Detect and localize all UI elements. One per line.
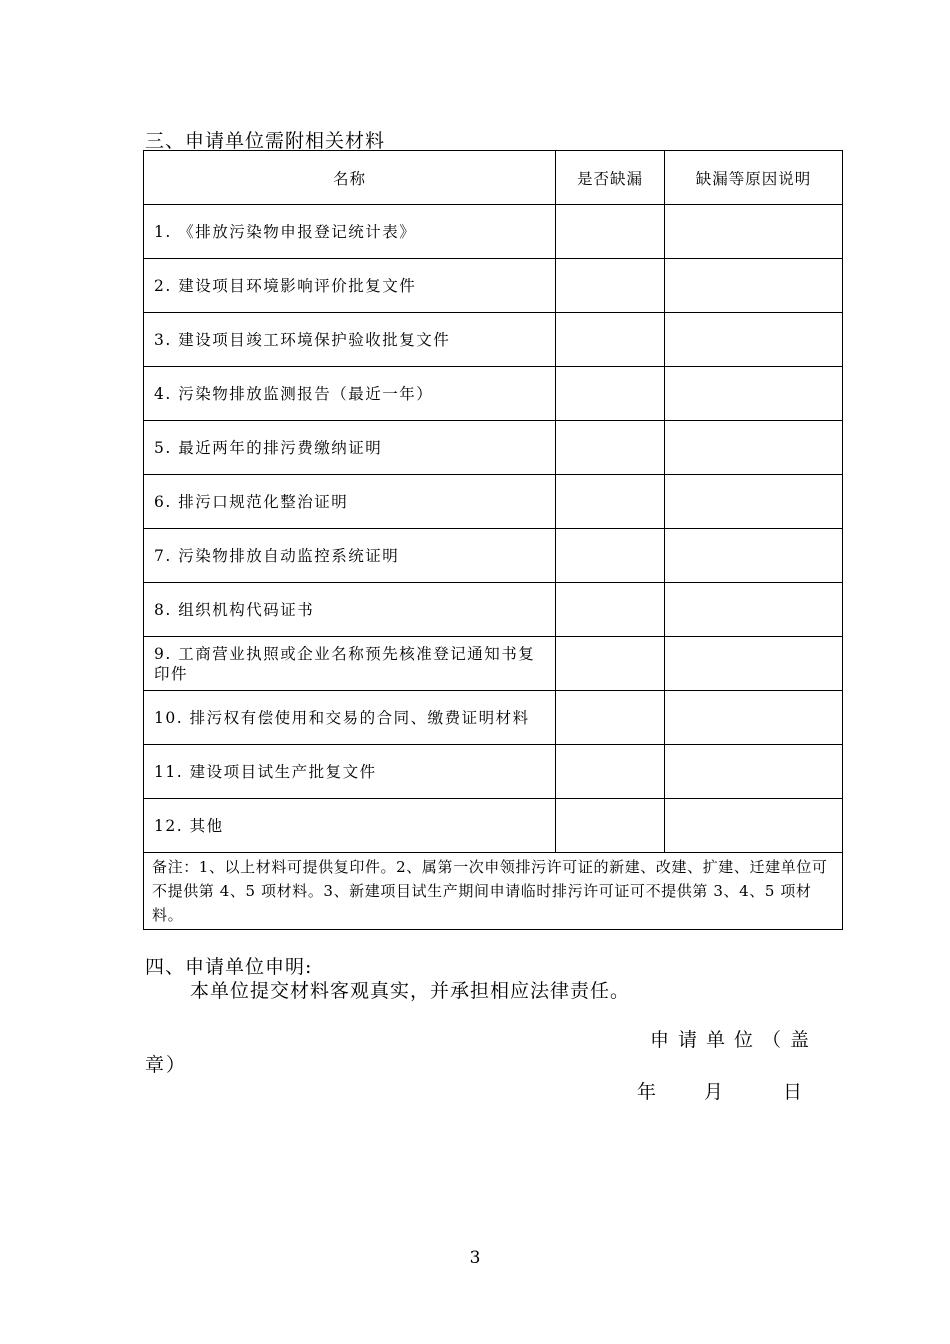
item-name: 8. 组织机构代码证书: [144, 583, 556, 637]
reason-cell[interactable]: [665, 205, 843, 259]
reason-cell[interactable]: [665, 799, 843, 853]
table-row: [144, 313, 843, 367]
header-reason: 缺漏等原因说明: [665, 151, 843, 205]
item-name: 9. 工商营业执照或企业名称预先核准登记通知书复印件: [144, 637, 556, 691]
note-row: [144, 853, 843, 930]
signature-label-continued: 章）: [145, 1054, 188, 1076]
date-day-label: 日: [783, 1081, 803, 1103]
missing-cell[interactable]: [556, 691, 665, 745]
missing-cell[interactable]: [556, 583, 665, 637]
item-name: 10. 排污权有偿使用和交易的合同、缴费证明材料: [144, 691, 556, 745]
date-year-label: 年: [637, 1081, 657, 1103]
missing-cell[interactable]: [556, 745, 665, 799]
table-row: [144, 745, 843, 799]
table-row: [144, 583, 843, 637]
table-row: [144, 421, 843, 475]
header-name: 名称: [144, 151, 556, 205]
signature-label: 申请单位（盖: [650, 1029, 819, 1051]
header-missing: 是否缺漏: [556, 151, 665, 205]
item-name: 7. 污染物排放自动监控系统证明: [144, 529, 556, 583]
missing-cell[interactable]: [556, 529, 665, 583]
page-number: 3: [469, 1248, 481, 1268]
reason-cell[interactable]: [665, 475, 843, 529]
reason-cell[interactable]: [665, 313, 843, 367]
declaration-text: 本单位提交材料客观真实，并承担相应法律责任。: [190, 980, 631, 1002]
materials-table: [143, 150, 843, 930]
missing-cell[interactable]: [556, 205, 665, 259]
reason-cell[interactable]: [665, 529, 843, 583]
table-row: [144, 529, 843, 583]
reason-cell[interactable]: [665, 745, 843, 799]
item-name: 12. 其他: [144, 799, 556, 853]
missing-cell[interactable]: [556, 367, 665, 421]
table-row: [144, 637, 843, 691]
missing-cell[interactable]: [556, 313, 665, 367]
table-row: [144, 475, 843, 529]
reason-cell[interactable]: [665, 367, 843, 421]
table-row: [144, 691, 843, 745]
missing-cell[interactable]: [556, 637, 665, 691]
item-name: 6. 排污口规范化整治证明: [144, 475, 556, 529]
item-name: 5. 最近两年的排污费缴纳证明: [144, 421, 556, 475]
item-name: 2. 建设项目环境影响评价批复文件: [144, 259, 556, 313]
table-header-row: [144, 151, 843, 205]
item-name: 11. 建设项目试生产批复文件: [144, 745, 556, 799]
reason-cell[interactable]: [665, 637, 843, 691]
missing-cell[interactable]: [556, 259, 665, 313]
date-month-label: 月: [704, 1081, 724, 1103]
reason-cell[interactable]: [665, 259, 843, 313]
reason-cell[interactable]: [665, 421, 843, 475]
missing-cell[interactable]: [556, 475, 665, 529]
missing-cell[interactable]: [556, 421, 665, 475]
item-name: 1. 《排放污染物申报登记统计表》: [144, 205, 556, 259]
reason-cell[interactable]: [665, 691, 843, 745]
item-name: 3. 建设项目竣工环境保护验收批复文件: [144, 313, 556, 367]
missing-cell[interactable]: [556, 799, 665, 853]
table-row: [144, 259, 843, 313]
table-row: [144, 205, 843, 259]
table-row: [144, 799, 843, 853]
reason-cell[interactable]: [665, 583, 843, 637]
section-4-title: 四、申请单位申明:: [145, 956, 313, 978]
section-3-title: 三、申请单位需附相关材料: [145, 130, 386, 152]
item-name: 4. 污染物排放监测报告（最近一年）: [144, 367, 556, 421]
table-note: 备注：1、以上材料可提供复印件。2、属第一次申领排污许可证的新建、改建、扩建、迁建单位可不提供第 4、5 项材料。3、新建项目试生产期间申请临时排污许可证可不提供第 3、4、5 项材料。: [144, 853, 843, 930]
table-row: [144, 367, 843, 421]
